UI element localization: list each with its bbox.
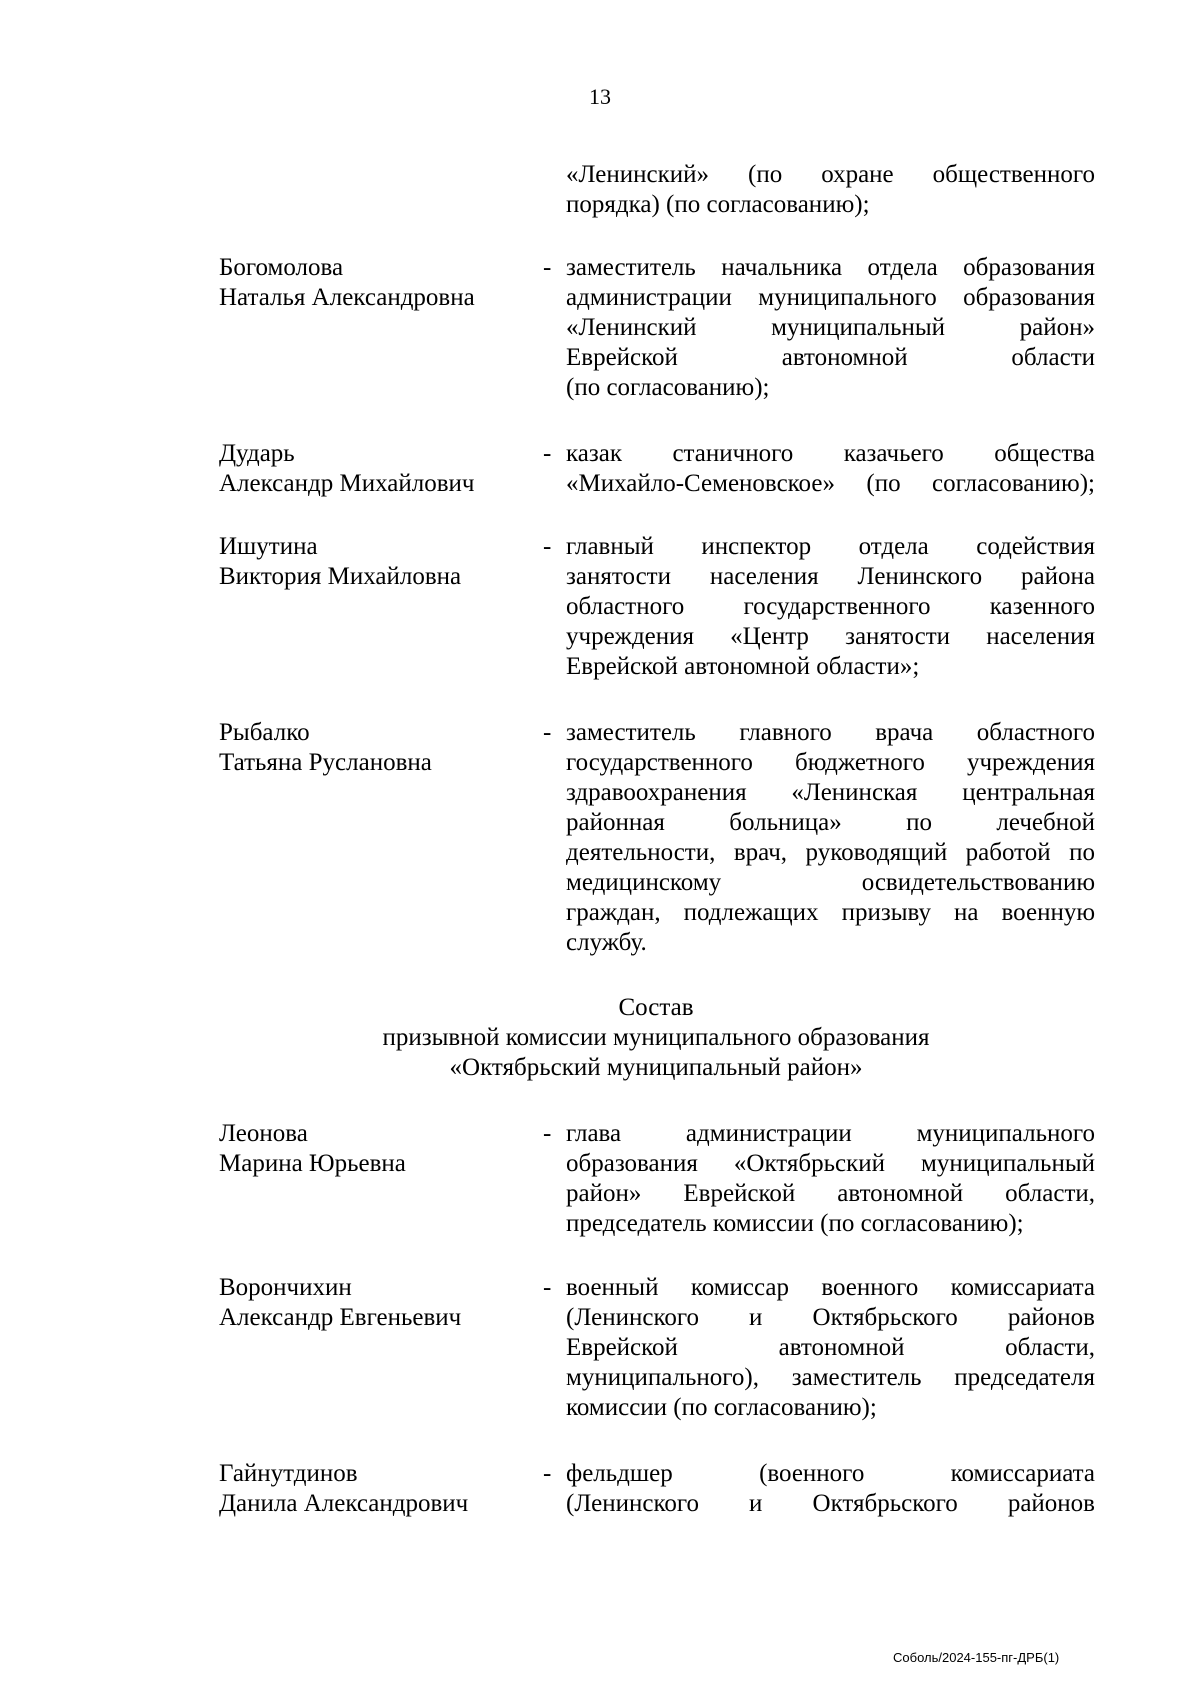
member-role-line: главный инспектор отдела содействия bbox=[566, 533, 1095, 560]
member-role-line: (по согласованию); bbox=[566, 374, 770, 401]
member-role-line: занятости населения Ленинского района bbox=[566, 563, 1095, 590]
member-role-line: деятельности, врач, руководящий работой по bbox=[566, 839, 1095, 866]
continuation-line: порядка) (по согласованию); bbox=[566, 191, 870, 218]
member-role-line: муниципального), заместитель председателя bbox=[566, 1364, 1095, 1391]
member-role-line: граждан, подлежащих призыву на военную bbox=[566, 899, 1095, 926]
member-role-line: администрации муниципального образования bbox=[566, 284, 1095, 311]
member-surname: Ворончихин bbox=[219, 1274, 352, 1301]
member-role-line: здравоохранения «Ленинская центральная bbox=[566, 779, 1095, 806]
member-role-line: Еврейской автономной области, bbox=[566, 1334, 1095, 1361]
member-dash: - bbox=[543, 1460, 552, 1487]
member-role-line: район» Еврейской автономной области, bbox=[566, 1180, 1095, 1207]
page-number: 13 bbox=[589, 84, 611, 109]
member-role-line: «Михайло-Семеновское» (по согласованию); bbox=[566, 470, 1095, 497]
member-given-names: Александр Михайлович bbox=[219, 470, 475, 497]
member-role-line: заместитель главного врача областного bbox=[566, 719, 1095, 746]
member-role-line: Еврейской автономной области bbox=[566, 344, 1095, 371]
member-role-line: глава администрации муниципального bbox=[566, 1120, 1095, 1147]
member-dash: - bbox=[543, 1274, 552, 1301]
member-role-line: председатель комиссии (по согласованию); bbox=[566, 1210, 1024, 1237]
member-role-line: образования «Октябрьский муниципальный bbox=[566, 1150, 1095, 1177]
member-given-names: Данила Александрович bbox=[219, 1490, 469, 1517]
member-role-line: военный комиссар военного комиссариата bbox=[566, 1274, 1095, 1301]
member-role-line: комиссии (по согласованию); bbox=[566, 1394, 877, 1421]
member-surname: Леонова bbox=[219, 1120, 308, 1147]
member-role-line: (Ленинского и Октябрьского районов bbox=[566, 1304, 1095, 1331]
member-given-names: Александр Евгеньевич bbox=[219, 1304, 462, 1331]
continuation-line: «Ленинский» (по охране общественного bbox=[566, 161, 1095, 188]
member-surname: Ишутина bbox=[219, 533, 318, 560]
member-surname: Рыбалко bbox=[219, 719, 310, 746]
member-dash: - bbox=[543, 1120, 552, 1147]
member-dash: - bbox=[543, 533, 552, 560]
section-title: Состав bbox=[618, 994, 694, 1021]
member-role-line: медицинскому освидетельствованию bbox=[566, 869, 1095, 896]
member-given-names: Наталья Александровна bbox=[219, 284, 475, 311]
member-role-line: фельдшер (военного комиссариата bbox=[566, 1460, 1095, 1487]
member-given-names: Татьяна Руслановна bbox=[219, 749, 432, 776]
member-role-line: областного государственного казенного bbox=[566, 593, 1095, 620]
member-dash: - bbox=[543, 719, 552, 746]
member-given-names: Виктория Михайловна bbox=[219, 563, 462, 590]
member-role-line: заместитель начальника отдела образования bbox=[566, 254, 1095, 281]
member-given-names: Марина Юрьевна bbox=[219, 1150, 406, 1177]
section-subtitle: «Октябрьский муниципальный район» bbox=[449, 1054, 863, 1081]
document-code: Соболь/2024-155-пг-ДРБ(1) bbox=[893, 1650, 1060, 1665]
member-role-line: районная больница» по лечебной bbox=[566, 809, 1095, 836]
member-dash: - bbox=[543, 254, 552, 281]
section-subtitle: призывной комиссии муниципального образования bbox=[382, 1024, 930, 1051]
member-surname: Богомолова bbox=[219, 254, 344, 281]
member-surname: Гайнутдинов bbox=[219, 1460, 358, 1487]
member-role-line: учреждения «Центр занятости населения bbox=[566, 623, 1095, 650]
member-role-line: «Ленинский муниципальный район» bbox=[566, 314, 1095, 341]
member-dash: - bbox=[543, 440, 552, 467]
member-role-line: государственного бюджетного учреждения bbox=[566, 749, 1095, 776]
member-role-line: (Ленинского и Октябрьского районов bbox=[566, 1490, 1095, 1517]
member-role-line: казак станичного казачьего общества bbox=[566, 440, 1095, 467]
member-role-line: службу. bbox=[566, 929, 647, 956]
member-role-line: Еврейской автономной области»; bbox=[566, 653, 920, 680]
member-surname: Дударь bbox=[219, 440, 295, 467]
